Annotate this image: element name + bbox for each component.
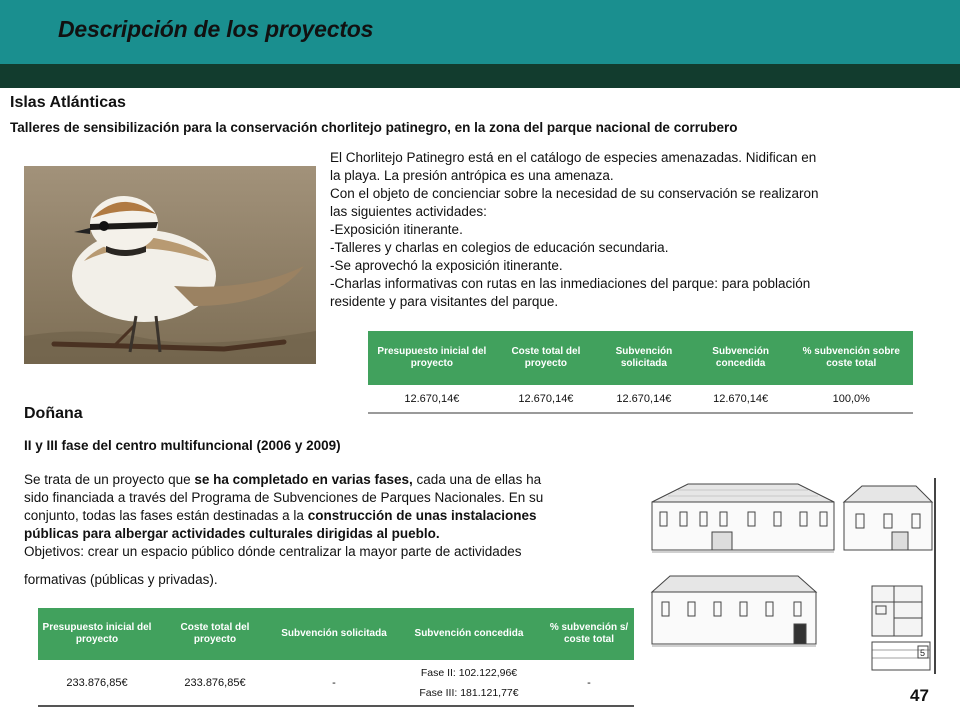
table-cell-phases	[394, 660, 544, 706]
text-span: conjunto, todas las fases están destinadas a la	[24, 508, 308, 523]
table-header: Coste total del proyecto	[496, 331, 596, 385]
description-line: residente y para visitantes del parque.	[330, 294, 559, 309]
page-title: Descripción de los proyectos	[58, 16, 374, 42]
table-header: % subvención s/ coste total	[544, 608, 634, 660]
description-line	[24, 525, 644, 543]
table-row	[38, 660, 634, 706]
header-dark-strip	[0, 64, 960, 88]
table-cell: 12.670,14€	[692, 385, 790, 413]
table-header: Subvención solicitada	[596, 331, 692, 385]
architectural-drawing	[648, 478, 934, 674]
page-number: 47	[910, 686, 929, 705]
section-title-donana: Doñana	[24, 405, 83, 422]
section-subtitle-donana: II y III fase del centro multifuncional (2006 y 2009)	[24, 438, 341, 453]
budget-table-donana	[38, 608, 634, 707]
table-header: Presupuesto inicial del proyecto	[368, 331, 496, 385]
description-line: Objetivos: crear un espacio público dónde centralizar la mayor parte de actividades	[24, 544, 522, 559]
table-header: Presupuesto inicial del proyecto	[38, 608, 156, 660]
description-line: sido financiada a través del Programa de Subvenciones de Parques Nacionales. En su	[24, 490, 544, 505]
table-header: Subvención solicitada	[274, 608, 394, 660]
text-span-bold: construcción de unas instalaciones	[307, 508, 537, 523]
table-cell: 233.876,85€	[156, 660, 274, 706]
description-line: Con el objeto de concienciar sobre la necesidad de su conservación se realizaron	[330, 186, 819, 201]
description-line: -Charlas informativas con rutas en las inmediaciones del parque: para población	[330, 276, 811, 291]
table-header: Subvención concedida	[394, 608, 544, 660]
text-span-bold: públicas para albergar actividades culturales dirigidas al pueblo.	[24, 526, 440, 541]
section-title-islas-atlanticas: Islas Atlánticas	[10, 94, 126, 111]
text-span: cada una de ellas ha	[412, 472, 542, 487]
table-cell: 12.670,14€	[596, 385, 692, 413]
islas-atlanticas-description	[330, 149, 910, 311]
description-line: la playa. La presión antrópica es una amenaza.	[330, 168, 614, 183]
section-subtitle-islas-atlanticas: Talleres de sensibilización para la conservación chorlitejo patinegro, en la zona del parque nacional de corrubero	[10, 120, 738, 135]
chorlitejo-image	[24, 166, 316, 364]
description-line: formativas (públicas y privadas).	[24, 572, 218, 587]
description-line: -Se aprovechó la exposición itinerante.	[330, 258, 563, 273]
donana-description	[24, 471, 644, 589]
table-header: Subvención concedida	[692, 331, 790, 385]
phase-line: Fase II: 102.122,96€	[420, 666, 518, 679]
budget-table-islas-atlanticas	[368, 331, 913, 414]
description-line: -Talleres y charlas en colegios de educación secundaria.	[330, 240, 669, 255]
table-cell: -	[544, 660, 634, 706]
description-line	[24, 507, 644, 525]
drawing-border	[934, 478, 936, 674]
building-plan-image	[648, 478, 934, 674]
description-line: -Exposición itinerante.	[330, 222, 463, 237]
table-cell: 12.670,14€	[368, 385, 496, 413]
svg-text:5: 5	[920, 648, 926, 658]
table-header: % subvención sobre coste total	[790, 331, 913, 385]
table-cell: 100,0%	[790, 385, 913, 413]
table-cell: 233.876,85€	[38, 660, 156, 706]
phase-line: Fase III: 181.121,77€	[419, 686, 519, 699]
table-header: Coste total del proyecto	[156, 608, 274, 660]
table-row	[368, 385, 913, 413]
table-cell: -	[274, 660, 394, 706]
description-line: las siguientes actividades:	[330, 204, 487, 219]
description-line	[24, 471, 644, 489]
table-cell: 12.670,14€	[496, 385, 596, 413]
description-line: El Chorlitejo Patinegro está en el catálogo de especies amenazadas. Nidifican en	[330, 150, 817, 165]
text-span: Se trata de un proyecto que	[24, 472, 195, 487]
bird-photo	[24, 166, 316, 364]
text-span-bold: se ha completado en varias fases,	[194, 472, 413, 487]
